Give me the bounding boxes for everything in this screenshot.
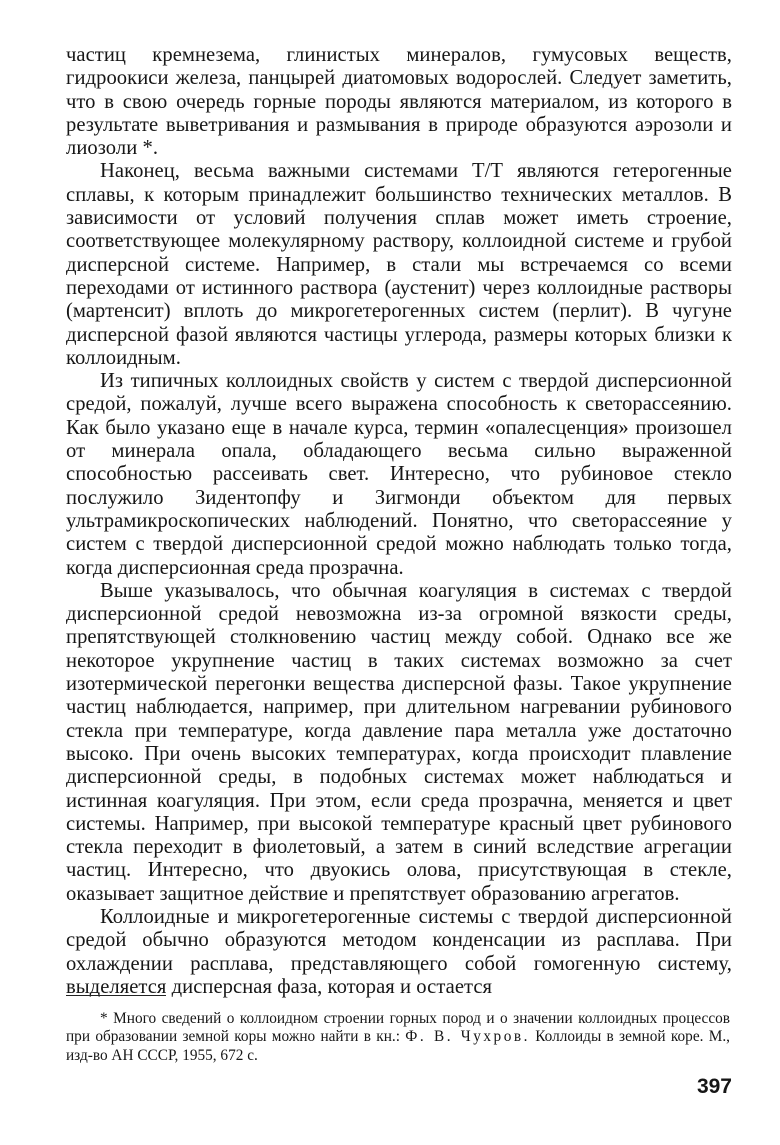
paragraph-coagulation: Выше указывалось, что обычная коагуляция в системах с твердой дисперсионной средой невозможна из-за огромной вязкости среды, препятствующей столкновению частиц между собой. Однако все же некоторое укрупнение частиц в таких системах возможно за счет изотермической перегонки вещества дисперсной фазы. Такое укрупнение частиц наблюдается, например, при длительном нагревании рубинового стекла при температуре, когда давление пара металла уже достаточно высоко. При очень высоких температурах, когда происходит плавление дисперсионной среды, в подобных системах может наблюдаться и истинная коагуляция. При этом, если среда прозрачна, меняется и цвет системы. Например, при высокой температуре красный цвет рубинового стекла переходит в фиолетовый, а затем в синий вследствие агрегации частиц. Интересно, что двуокись олова, присутствующая в стекле, оказывает защитное действие и препятствует образованию агрегатов. [66,579,732,905]
page-body [66,44,732,999]
footnote-text: Много сведений о коллоидном строении горных пород и о значении коллоидных процессов при образовании земной коры можно найти в кн.: [66,1010,731,1046]
paragraph-light-scattering: Из типичных коллоидных свойств у систем с твердой дисперсионной средой, пожалуй, лучше всего выражена способность к светорассеянию. Как было указано еще в начале курса, термин «опалесценция» произошел от минерала опала, обладающего весьма сильно выраженной способностью рассеивать свет. Интересно, что рубиновое стекло послужило Зидентопфу и Зигмонди объектом для первых ультрамикроскопических наблюдений. Понятно, что светорассеяние у систем с твердой дисперсионной средой можно наблюдать только тогда, когда дисперсионная среда прозрачна. [66,370,732,579]
paragraph-alloys: Наконец, весьма важными системами Т/Т являются гетерогенные сплавы, к которым принадлежит большинство технических металлов. В зависимости от условий получения сплав может иметь строение, соответствующее молекулярному раствору, коллоидной системе и грубой дисперсной системе. Например, в стали мы встречаемся со всеми переходами от истинного раствора (аустенит) через коллоидные растворы (мартенсит) вплоть до микрогетерогенных систем (перлит). В чугуне дисперсной фазой являются частицы углерода, размеры которых близки к коллоидным. [66,160,732,369]
paragraph-condensation: Коллоидные и микрогетерогенные системы с твердой дисперсионной средой обычно образуются методом конденсации из расплава. При охлаждении расплава, представляющего собой гомогенную систему, выделяется дисперсная фаза, которая и остается [66,905,732,998]
footnote-divider [66,995,166,996]
footnote-citation: Коллоиды в земной коре. М., изд-во АН СССР, 1955, 672 с. [66,1028,730,1064]
paragraph-continuation: частиц кремнезема, глинистых минералов, гумусовых веществ, гидроокиси железа, панцырей диатомовых водорослей. Следует заметить, что в свою очередь горные породы являются материалом, из которого в результате выветривания и размывания в природе образуются аэрозоли и лиозоли *. [66,44,732,160]
footnote-author: Ф. В. Чухров. [405,1028,530,1046]
footnote-marker: * [100,1010,108,1027]
page-number: 397 [696,1075,732,1098]
footnote [66,1010,730,1065]
